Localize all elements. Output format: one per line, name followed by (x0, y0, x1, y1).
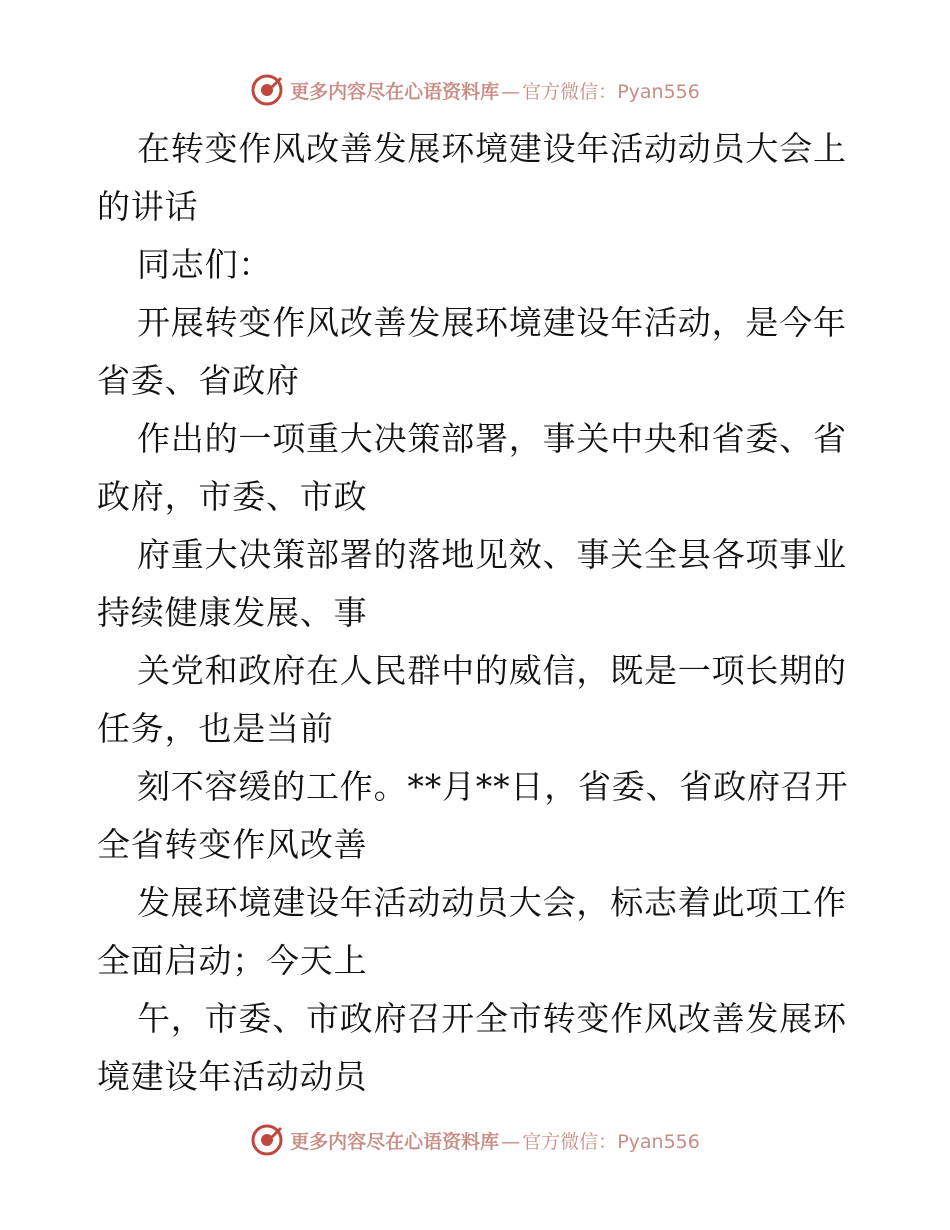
paragraph-line: 发展环境建设年活动动员大会，标志着此项工作 (137, 883, 847, 922)
watermark-text (290, 77, 700, 104)
paragraph-line: 府重大决策部署的落地见效、事关全县各项事业 (137, 535, 847, 574)
paragraph-line: 刻不容缓的工作。**月**日，省委、省政府召开 (137, 767, 849, 806)
watermark-footer (0, 1120, 950, 1160)
pen-logo-icon (250, 1123, 284, 1157)
watermark-label: 官方微信： (522, 1130, 618, 1153)
watermark-brand: 更多内容尽在心语资料库 (290, 80, 500, 103)
watermark-wechat-id: Pyan556 (617, 1130, 700, 1153)
paragraph-line: 全面启动；今天上 (97, 941, 368, 980)
watermark-wechat-id: Pyan556 (617, 80, 700, 103)
document-body (97, 120, 857, 1106)
pen-logo-icon (250, 73, 284, 107)
watermark-brand: 更多内容尽在心语资料库 (290, 1130, 500, 1153)
paragraph-line: 全省转变作风改善 (97, 825, 368, 864)
paragraph-line: 关党和政府在人民群中的威信，既是一项长期的 (137, 651, 847, 690)
watermark-text (290, 1127, 700, 1154)
paragraph-line: 开展转变作风改善发展环境建设年活动，是今年 (137, 303, 847, 342)
salutation: 同志们： (137, 245, 273, 284)
paragraph-line: 省委、省政府 (97, 361, 300, 400)
watermark-dash: — (501, 80, 521, 103)
watermark-dash: — (501, 1130, 521, 1153)
paragraph-line: 境建设年活动动员 (97, 1057, 368, 1096)
title-line-1: 在转变作风改善发展环境建设年活动动员大会上 (137, 129, 847, 168)
watermark-header (0, 70, 950, 110)
paragraph-line: 任务，也是当前 (97, 709, 334, 748)
watermark-label: 官方微信： (522, 80, 618, 103)
paragraph-line: 作出的一项重大决策部署，事关中央和省委、省 (137, 419, 847, 458)
title-line-2: 的讲话 (97, 187, 199, 226)
paragraph-line: 午，市委、市政府召开全市转变作风改善发展环 (137, 999, 847, 1038)
paragraph-line: 政府，市委、市政 (97, 477, 368, 516)
paragraph-line: 持续健康发展、事 (97, 593, 368, 632)
